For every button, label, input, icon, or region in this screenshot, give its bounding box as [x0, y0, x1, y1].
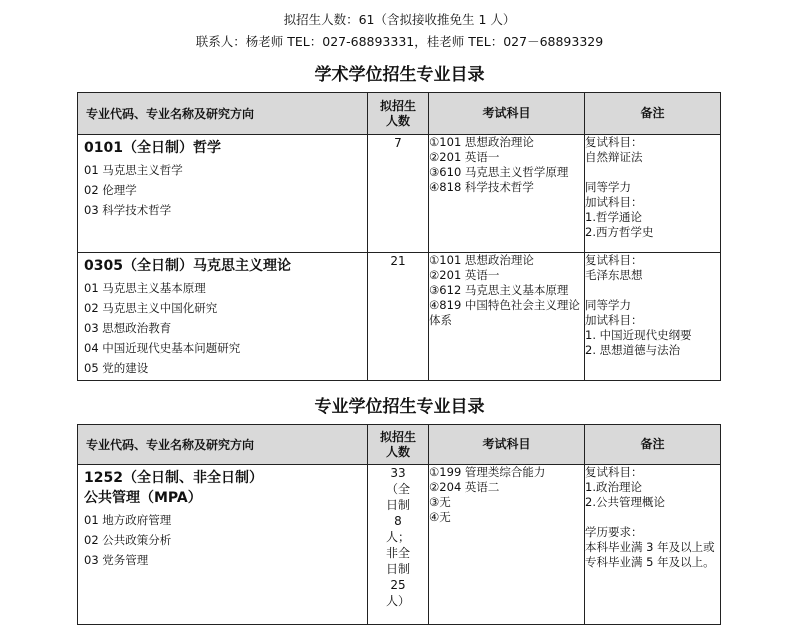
list-item: ②201 英语一: [429, 150, 500, 164]
program-name: [78, 465, 367, 508]
list-item: 1. 中国近现代史纲要: [585, 328, 692, 342]
list-item: 01 马克思主义基本原理: [84, 281, 206, 295]
list-item: 02 伦理学: [84, 183, 137, 197]
table-header-row: [78, 425, 721, 465]
list-item: 1.政治理论: [585, 480, 642, 494]
list-item: ③610 马克思主义哲学原理: [429, 165, 569, 179]
quota-value: 33: [390, 466, 406, 480]
list-item: 自然辩证法: [585, 150, 643, 164]
list-item: 01 地方政府管理: [84, 513, 172, 527]
list-item: ④818 科学技术哲学: [429, 180, 534, 194]
list-item: 1.哲学通论: [585, 210, 642, 224]
academic-catalog-table: [77, 92, 721, 381]
professional-catalog-title: 专业学位招生专业目录: [314, 397, 485, 417]
list-item: ②201 英语一: [429, 268, 500, 282]
table-header-row: [78, 93, 721, 135]
contact-info: 联系人：杨老师 TEL：027-68893331，桂老师 TEL：027－68893329: [195, 34, 604, 49]
extra-label: 加试科目：: [585, 313, 643, 327]
col-header-quota: 拟招生 人数: [368, 93, 429, 135]
extra-label: 加试科目：: [585, 195, 643, 209]
list-item: 2.西方哲学史: [585, 225, 654, 239]
direction-list: [78, 508, 367, 570]
subjects-cell: [429, 253, 585, 381]
list-item: 毛泽东思想: [585, 268, 643, 282]
program-name: 0101（全日制）哲学: [84, 140, 221, 156]
notes-cell: [585, 135, 721, 253]
list-item: 05 党的建设: [84, 361, 149, 375]
equal-label: 同等学力: [585, 180, 631, 194]
professional-catalog-table: [77, 424, 721, 625]
list-item: ④819 中国特色社会主义理论体系: [429, 298, 580, 327]
list-item: ①101 思想政治理论: [429, 253, 534, 267]
list-item: 01 马克思主义哲学: [84, 163, 183, 177]
subjects-cell: [429, 465, 585, 625]
list-item: 02 马克思主义中国化研究: [84, 301, 218, 315]
list-item: ④无: [429, 510, 451, 524]
notes-cell: [585, 253, 721, 381]
program-name-line2: 公共管理（MPA）: [84, 490, 202, 506]
col-header-program: 专业代码、专业名称及研究方向: [78, 93, 368, 135]
academic-catalog-title: 学术学位招生专业目录: [314, 65, 485, 85]
quota-cell: 21: [368, 253, 429, 381]
retest-label: 复试科目：: [585, 135, 643, 149]
program-cell: [78, 253, 368, 381]
retest-label: 复试科目：: [585, 253, 643, 267]
list-item: ③612 马克思主义基本原理: [429, 283, 569, 297]
direction-list: [78, 276, 367, 378]
edu-label: 学历要求：: [585, 525, 643, 539]
list-item: ②204 英语二: [429, 480, 500, 494]
direction-list: [78, 158, 367, 220]
table-row: [78, 135, 721, 253]
table-row: [78, 253, 721, 381]
edu-requirement: 本科毕业满 3 年及以上或专科毕业满 5 年及以上。: [585, 540, 715, 569]
list-item: 03 科学技术哲学: [84, 203, 172, 217]
list-item: 02 公共政策分析: [84, 533, 172, 547]
list-item: ①199 管理类综合能力: [429, 465, 546, 479]
col-header-quota: 拟招生 人数: [368, 425, 429, 465]
col-header-subjects: 考试科目: [429, 425, 585, 465]
program-cell: [78, 465, 368, 625]
notes-cell: [585, 465, 721, 625]
list-item: ①101 思想政治理论: [429, 135, 534, 149]
list-item: 04 中国近现代史基本问题研究: [84, 341, 241, 355]
list-item: 2. 思想道德与法治: [585, 343, 681, 357]
equal-label: 同等学力: [585, 298, 631, 312]
list-item: 03 党务管理: [84, 553, 149, 567]
program-name-line1: 1252（全日制、非全日制）: [84, 470, 263, 486]
quota-cell: [368, 465, 429, 625]
list-item: ③无: [429, 495, 451, 509]
retest-label: 复试科目：: [585, 465, 643, 479]
col-header-notes: 备注: [585, 93, 721, 135]
subjects-cell: [429, 135, 585, 253]
col-header-program: 专业代码、专业名称及研究方向: [78, 425, 368, 465]
program-name: 0305（全日制）马克思主义理论: [84, 258, 291, 274]
quota-cell: 7: [368, 135, 429, 253]
table-row: [78, 465, 721, 625]
enrollment-count: 拟招生人数：61（含拟接收推免生 1 人）: [283, 12, 516, 27]
quota-detail: （全日制8人；非全日制25人）: [386, 482, 411, 608]
list-item: 03 思想政治教育: [84, 321, 172, 335]
col-header-subjects: 考试科目: [429, 93, 585, 135]
list-item: 2.公共管理概论: [585, 495, 665, 509]
col-header-notes: 备注: [585, 425, 721, 465]
program-cell: [78, 135, 368, 253]
